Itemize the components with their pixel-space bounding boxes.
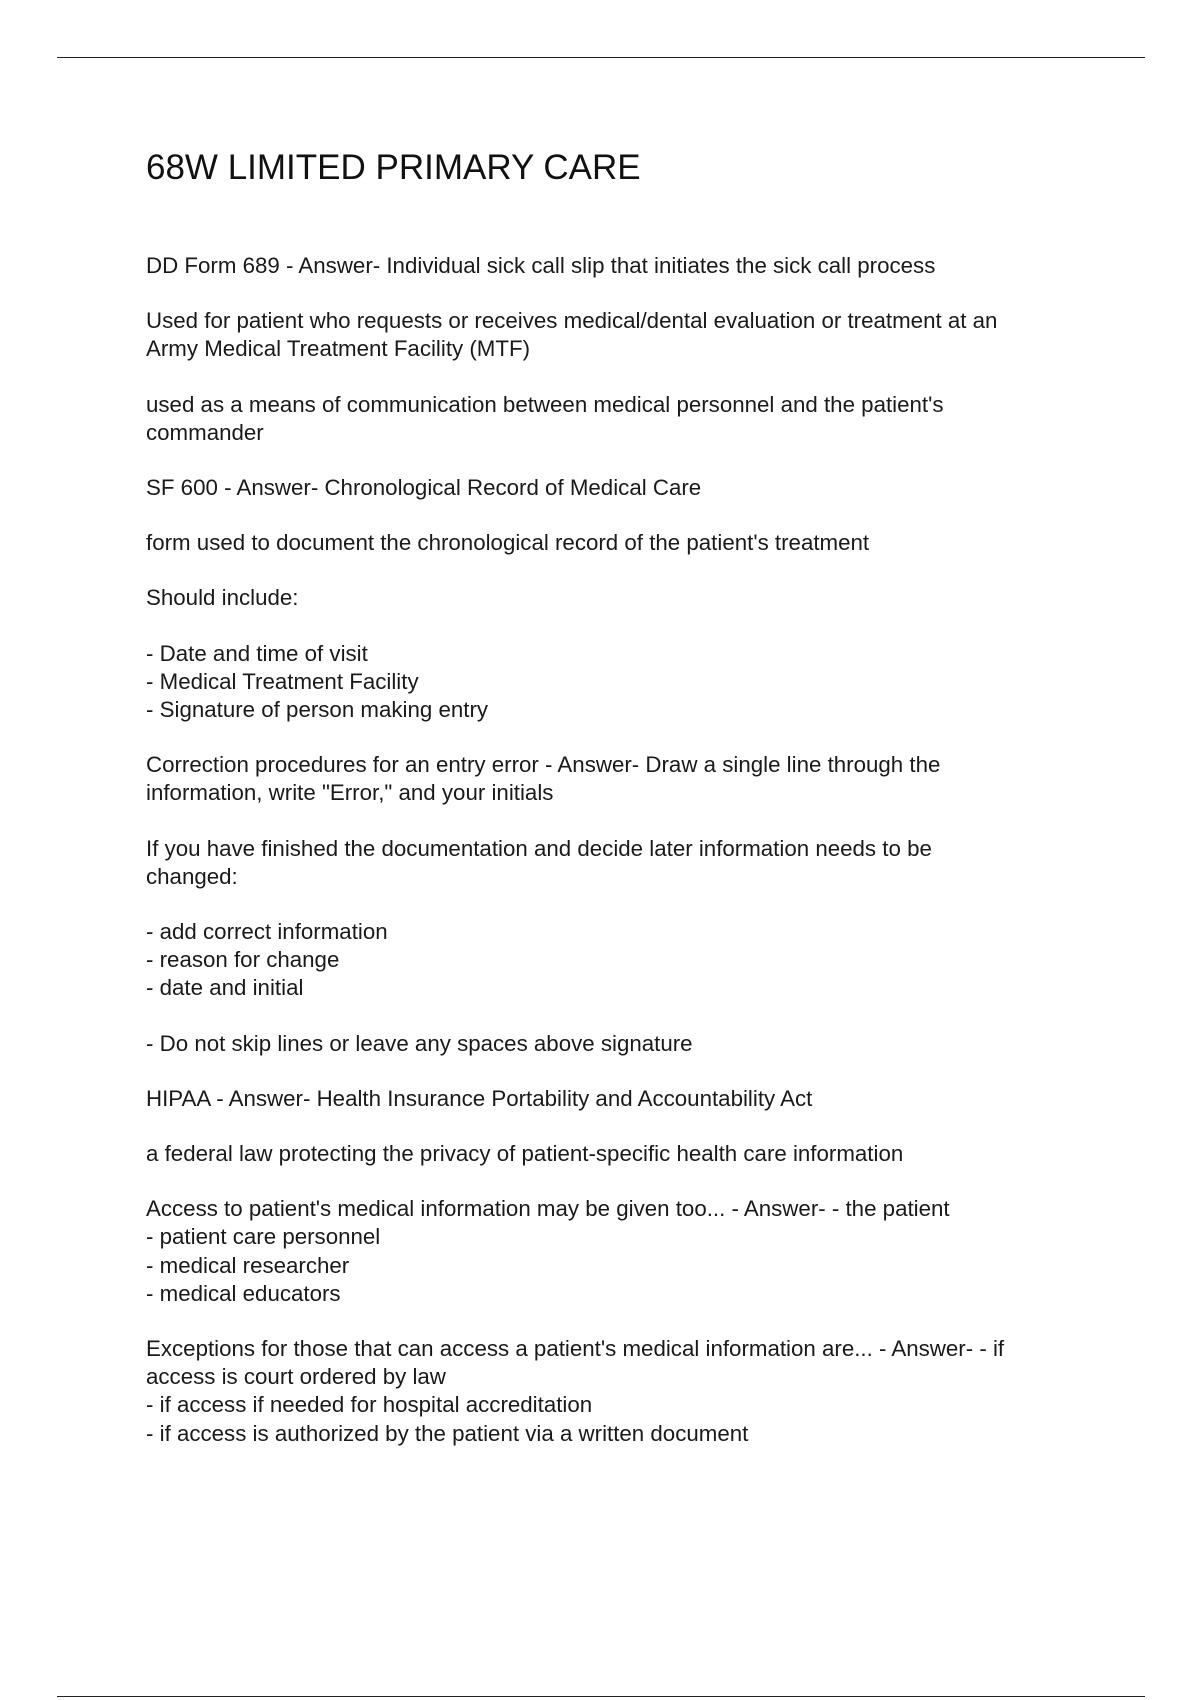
- text-line: Should include:: [146, 585, 299, 611]
- text-line: Exceptions for those that can access a patient's medical information are... - Answer- - if: [146, 1336, 1005, 1362]
- paragraph-federal-law: [146, 1140, 1096, 1168]
- paragraph-should-include: [146, 584, 1096, 612]
- text-line: DD Form 689 - Answer- Individual sick call slip that initiates the sick call process: [146, 253, 936, 278]
- list-item: - reason for change: [146, 947, 340, 973]
- text-line: If you have finished the documentation and decide later information needs to be: [146, 835, 932, 861]
- paragraph-dd-form-689: [146, 252, 1096, 280]
- text-line: information, write "Error," and your initials: [146, 780, 554, 806]
- text-line: used as a means of communication between medical personnel and the patient's: [146, 391, 944, 417]
- list-item: - Medical Treatment Facility: [146, 668, 419, 694]
- list-item: - Date and time of visit: [146, 640, 368, 666]
- text-line: SF 600 - Answer- Chronological Record of Medical Care: [146, 475, 702, 501]
- list-item: - Do not skip lines or leave any spaces above signature: [146, 1030, 693, 1056]
- text-line: Correction procedures for an entry error - Answer- Draw a single line through the: [146, 752, 941, 778]
- list-change-steps: [146, 918, 1096, 1003]
- list-item: - if access if needed for hospital accreditation: [146, 1392, 593, 1418]
- list-item: - medical educators: [146, 1280, 341, 1306]
- paragraph-used-for-patient: [146, 307, 1096, 363]
- text-line: Access to patient's medical information may be given too... - Answer- - the patient: [146, 1196, 950, 1222]
- text-line: changed:: [146, 863, 238, 889]
- list-item: - date and initial: [146, 975, 304, 1001]
- paragraph-exceptions: [146, 1335, 1096, 1448]
- bottom-divider: [57, 1696, 1145, 1697]
- paragraph-correction-procedures: [146, 751, 1096, 807]
- text-line: access is court ordered by law: [146, 1364, 446, 1390]
- paragraph-communication: [146, 391, 1096, 447]
- top-divider: [57, 57, 1145, 58]
- paragraph-finished-documentation: [146, 835, 1096, 891]
- list-should-include: [146, 640, 1096, 725]
- text-line: commander: [146, 419, 264, 445]
- paragraph-do-not-skip: [146, 1030, 1096, 1058]
- document-title: 68W LIMITED PRIMARY CARE: [146, 148, 641, 187]
- paragraph-hipaa: [146, 1085, 1096, 1113]
- text-line: form used to document the chronological record of the patient's treatment: [146, 530, 870, 556]
- list-item: - patient care personnel: [146, 1224, 381, 1250]
- paragraph-access-given: [146, 1195, 1096, 1308]
- list-item: - if access is authorized by the patient via a written document: [146, 1420, 749, 1446]
- paragraph-form-used: [146, 529, 1096, 557]
- document-body: [146, 147, 1096, 1475]
- text-line: Army Medical Treatment Facility (MTF): [146, 336, 531, 362]
- text-line: Used for patient who requests or receives medical/dental evaluation or treatment at an: [146, 308, 998, 334]
- list-item: - medical researcher: [146, 1252, 350, 1278]
- list-item: - Signature of person making entry: [146, 697, 489, 723]
- text-line: HIPAA - Answer- Health Insurance Portability and Accountability Act: [146, 1085, 813, 1111]
- paragraph-sf-600: [146, 474, 1096, 502]
- list-item: - add correct information: [146, 919, 388, 945]
- text-line: a federal law protecting the privacy of patient-specific health care information: [146, 1141, 904, 1167]
